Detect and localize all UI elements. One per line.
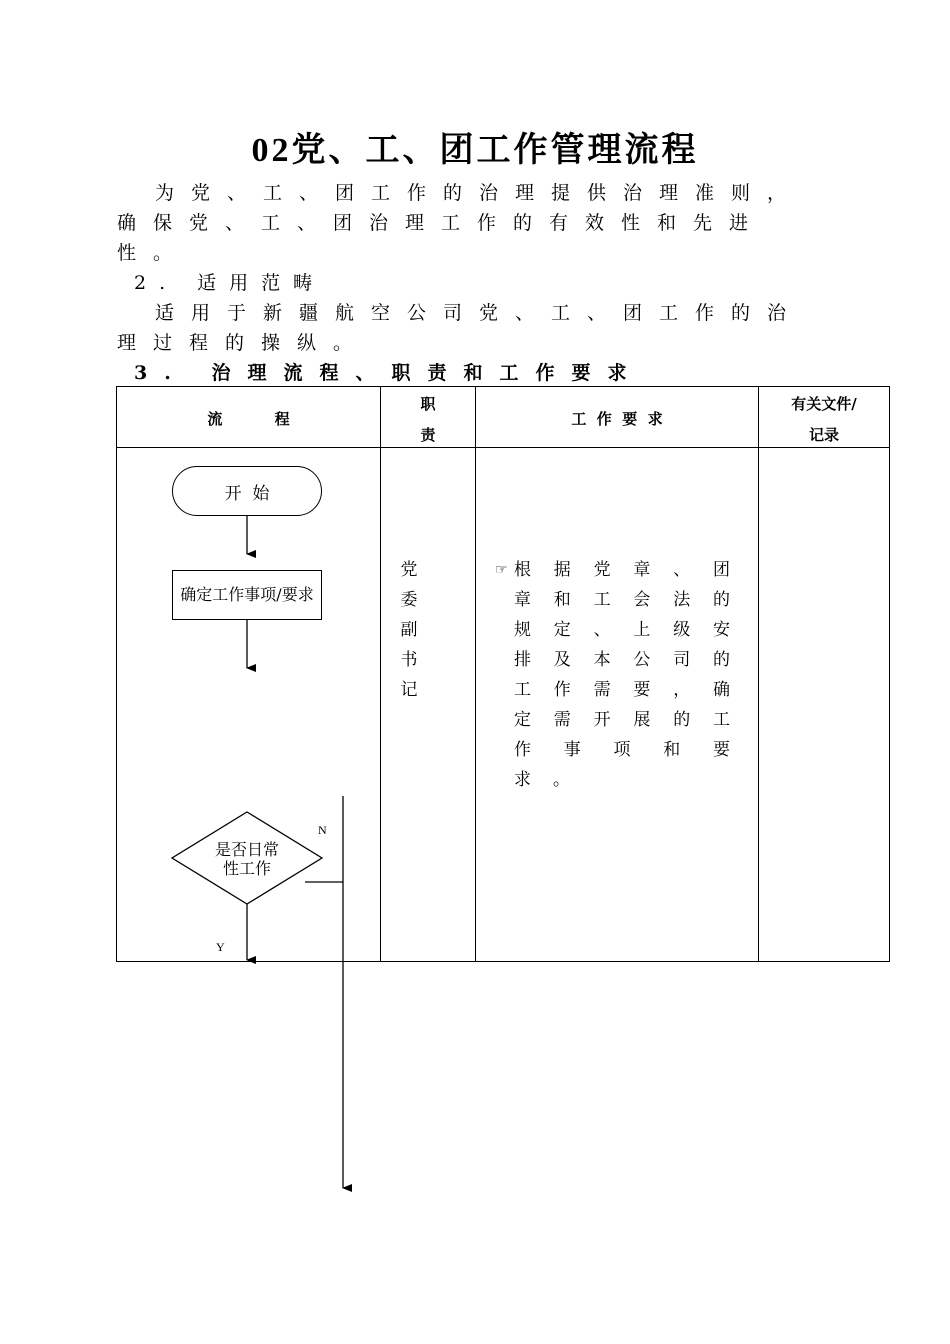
requirement-text: [514, 555, 730, 795]
no-branch-label: N: [318, 823, 327, 837]
duty-char: 委: [400, 590, 418, 610]
duty-cell: [381, 555, 437, 705]
duty-char: 党: [400, 560, 418, 580]
header-docs-top: 有关文件/: [791, 395, 857, 413]
purpose-line-1: 为党、工、团工作的治理提供治理准则，: [155, 182, 804, 204]
duty-char: 记: [400, 680, 418, 700]
duty-char: 书: [400, 650, 418, 670]
purpose-line-3: 性。: [117, 242, 190, 264]
scope-line-2: 理过程的操纵。: [117, 332, 370, 354]
requirement-line: 排 及 本 公 司 的: [514, 650, 730, 670]
header-docs-bottom: 记录: [808, 426, 839, 444]
header-requirements: 工 作 要 求: [571, 410, 663, 428]
pointing-hand-icon: ☞: [495, 562, 508, 578]
requirement-line: 章 和 工 会 法 的: [514, 590, 730, 610]
header-duty-bottom: 责: [420, 426, 436, 444]
docs-cell: [759, 448, 889, 961]
scope-heading: 2. 适用范畴: [134, 272, 326, 294]
requirement-line: 求 。: [514, 770, 570, 790]
page-title: 02党、工、团工作管理流程: [251, 132, 699, 169]
process-heading: 3. 治理流程、职责和工作要求: [134, 362, 644, 384]
header-duty-top: 职: [420, 395, 436, 413]
header-flow: 流 程: [207, 410, 290, 428]
yes-branch-label: Y: [216, 940, 225, 954]
requirement-line: 根 据 党 章 、 团: [514, 560, 730, 580]
duty-char: 副: [400, 620, 418, 640]
flow-step-determine-work: 确定工作事项/要求: [172, 570, 322, 620]
requirement-line: 工 作 需 要 ， 确: [514, 680, 730, 700]
purpose-line-2: 确保党、工、团治理工作的有效性和先进: [117, 212, 766, 234]
requirement-line: 定 需 开 展 的 工: [514, 710, 730, 730]
flow-start-node: 开 始: [172, 466, 322, 516]
flow-decision-label: 是否日常性工作: [215, 840, 280, 878]
requirement-line: 作 事 项 和 要: [514, 740, 730, 760]
scope-line-1: 适用于新疆航空公司党、工、团工作的治: [155, 302, 804, 324]
requirement-line: 规 定 、 上 级 安: [514, 620, 730, 640]
